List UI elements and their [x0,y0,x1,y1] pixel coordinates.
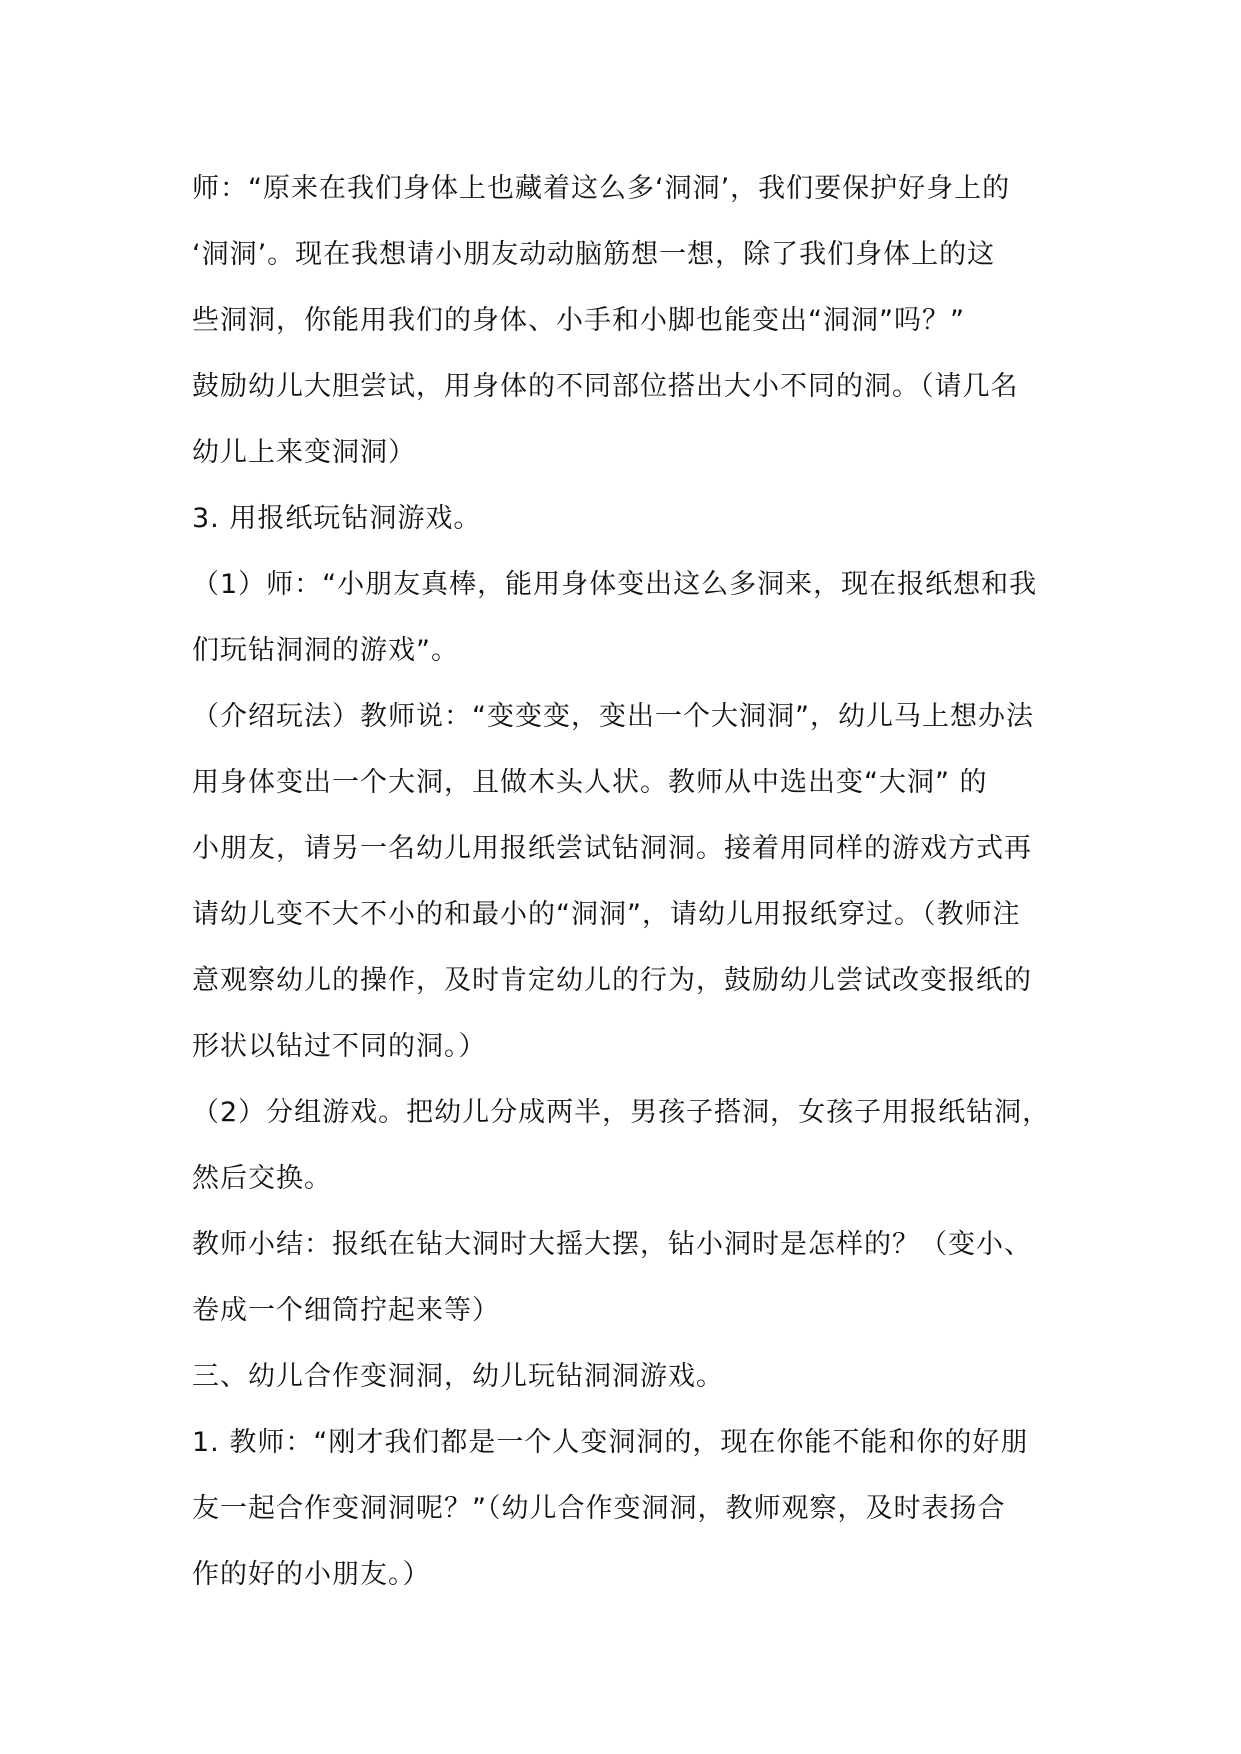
text-line: 请幼儿变不大不小的和最小的“洞洞”，请幼儿用报纸穿过。（教师注 [192,899,1021,930]
text-line: 友一起合作变洞洞呢？”（幼儿合作变洞洞，教师观察，及时表扬合 [192,1493,1006,1524]
text-line: 小朋友，请另一名幼儿用报纸尝试钻洞洞。接着用同样的游戏方式再 [192,833,1032,864]
text-line: 些洞洞，你能用我们的身体、小手和小脚也能变出“洞洞”吗？” [192,305,965,336]
text-line: 作的好的小朋友。） [192,1559,431,1590]
section-heading: 3. 用报纸玩钻洞游戏。 [192,503,482,534]
text-line: 们玩钻洞洞的游戏”。 [192,635,459,666]
text-line: ‘洞洞’。现在我想请小朋友动动脑筋想一想，除了我们身体上的这 [192,239,996,270]
section-heading: 三、幼儿合作变洞洞，幼儿玩钻洞洞游戏。 [192,1361,724,1392]
text-line: （介绍玩法）教师说：“变变变，变出一个大洞洞”，幼儿马上想办法 [192,701,1034,732]
text-line: 意观察幼儿的操作，及时肯定幼儿的行为，鼓励幼儿尝试改变报纸的 [192,965,1032,996]
text-line: 幼儿上来变洞洞） [192,437,416,468]
text-line: 1. 教师：“刚才我们都是一个人变洞洞的，现在你能不能和你的好朋 [192,1427,1029,1458]
text-line: 卷成一个细筒拧起来等） [192,1295,500,1326]
text-line: 形状以钻过不同的洞。） [192,1031,487,1062]
text-line: （2）分组游戏。把幼儿分成两半，男孩子搭洞，女孩子用报纸钻洞， [192,1097,1051,1128]
text-line: （1）师：“小朋友真棒，能用身体变出这么多洞来，现在报纸想和我 [192,569,1038,600]
text-line: 用身体变出一个大洞，且做木头人状。教师从中选出变“大洞” 的 [192,767,988,798]
text-line: 教师小结：报纸在钻大洞时大摇大摆，钻小洞时是怎样的？（变小、 [192,1229,1032,1260]
text-line: 师：“原来在我们身体上也藏着这么多‘洞洞’，我们要保护好身上的 [192,173,1011,204]
text-line: 鼓励幼儿大胆尝试，用身体的不同部位搭出大小不同的洞。（请几名 [192,371,1019,402]
text-line: 然后交换。 [192,1163,332,1194]
document-body [192,156,1072,1608]
